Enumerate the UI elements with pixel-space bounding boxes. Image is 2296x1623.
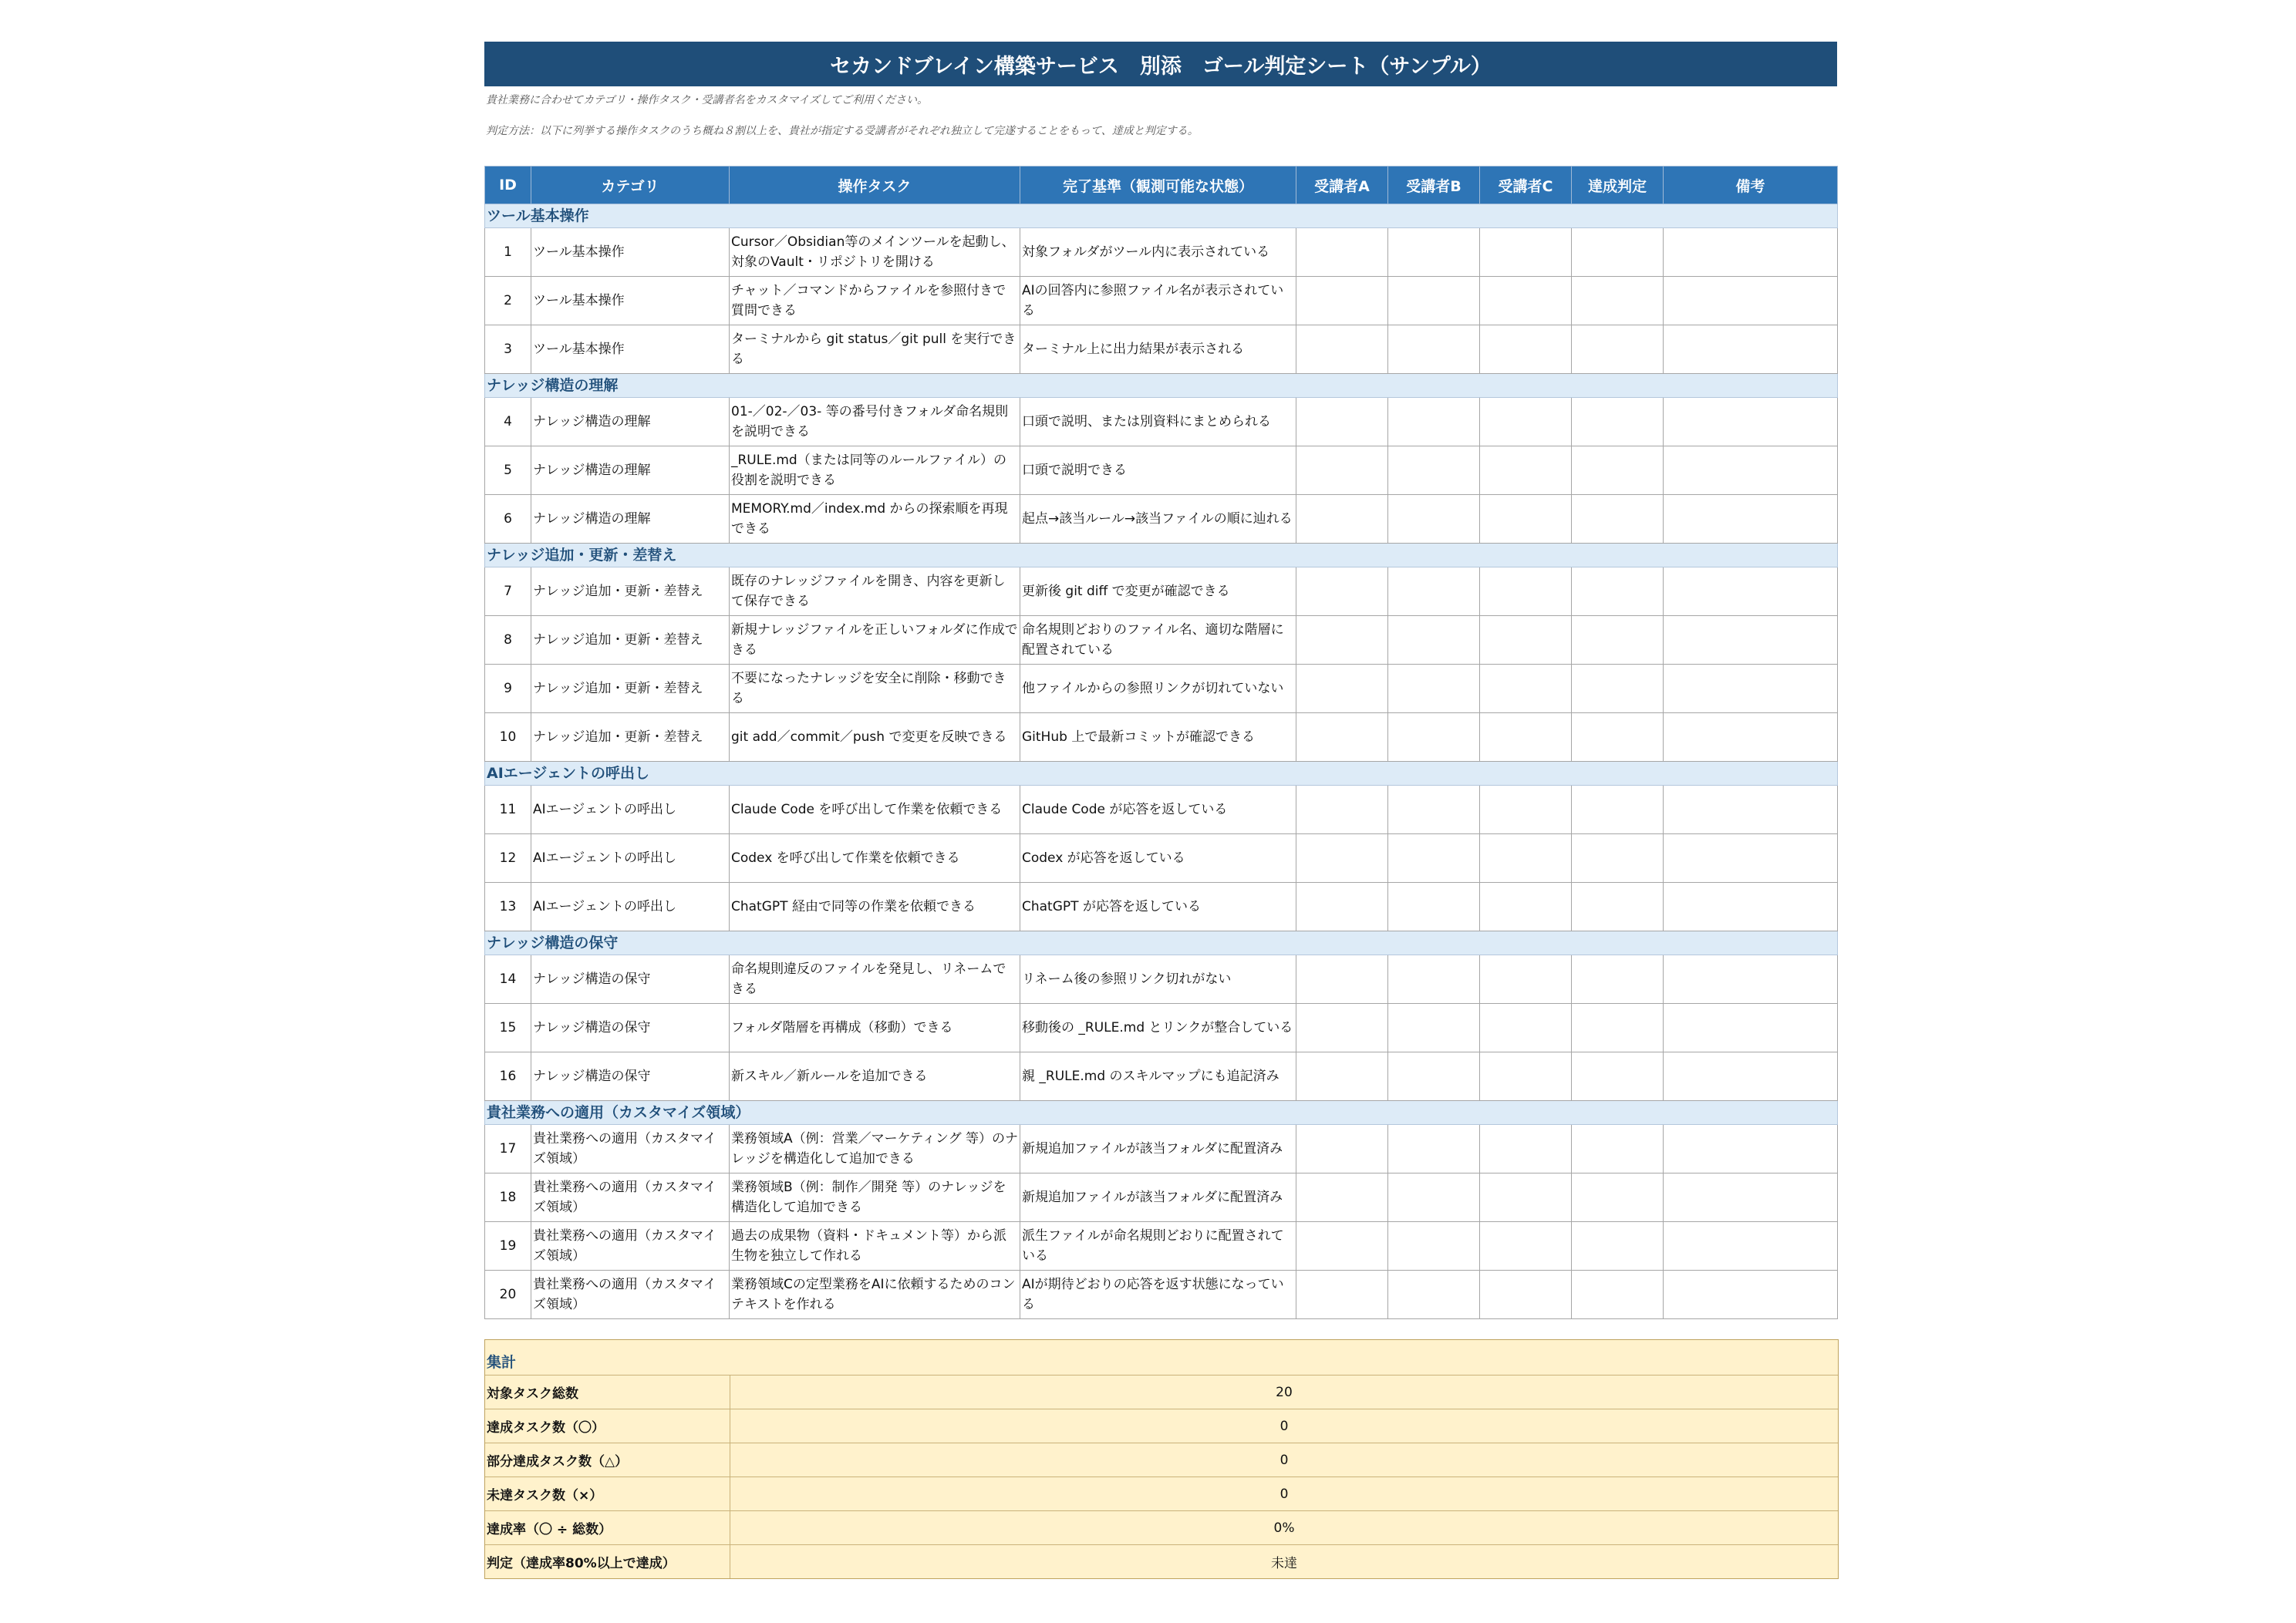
completion-criteria: 対象フォルダがツール内に表示されている [1020, 228, 1296, 277]
task-category: ナレッジ追加・更新・差替え [531, 665, 730, 713]
summary-rows [485, 1376, 1838, 1578]
table-row [485, 1125, 1838, 1173]
trainee-b-cell[interactable] [1388, 1173, 1480, 1222]
trainee-a-cell[interactable] [1296, 567, 1388, 616]
achievement-cell[interactable] [1572, 495, 1664, 544]
task-id: 10 [485, 713, 531, 762]
achievement-cell[interactable] [1572, 398, 1664, 446]
trainee-b-cell[interactable] [1388, 1004, 1480, 1052]
summary-label: 判定（達成率80%以上で達成） [485, 1545, 730, 1578]
task-category: ナレッジ構造の保守 [531, 955, 730, 1004]
summary-box [484, 1339, 1839, 1579]
summary-label: 未達タスク数（×） [485, 1477, 730, 1510]
trainee-b-cell[interactable] [1388, 883, 1480, 931]
trainee-a-cell[interactable] [1296, 277, 1388, 325]
task-description: 業務領域Cの定型業務をAIに依頼するためのコンテキストを作れる [730, 1271, 1020, 1319]
trainee-a-cell[interactable] [1296, 713, 1388, 762]
summary-label: 達成率（〇 ÷ 総数） [485, 1511, 730, 1544]
trainee-a-cell[interactable] [1296, 1271, 1388, 1319]
summary-row [485, 1511, 1838, 1545]
task-description: 01-／02-／03- 等の番号付きフォルダ命名規則を説明できる [730, 398, 1020, 446]
table-row [485, 834, 1838, 883]
achievement-cell[interactable] [1572, 713, 1664, 762]
trainee-a-cell[interactable] [1296, 834, 1388, 883]
completion-criteria: GitHub 上で最新コミットが確認できる [1020, 713, 1296, 762]
remarks-cell[interactable] [1664, 834, 1838, 883]
completion-criteria: 親 _RULE.md のスキルマップにも追記済み [1020, 1052, 1296, 1101]
trainee-b-cell[interactable] [1388, 786, 1480, 834]
section-title: ナレッジ構造の理解 [485, 374, 1838, 398]
remarks-cell[interactable] [1664, 495, 1838, 544]
table-row [485, 786, 1838, 834]
achievement-cell[interactable] [1572, 1004, 1664, 1052]
task-id: 4 [485, 398, 531, 446]
section-title: ナレッジ構造の保守 [485, 931, 1838, 955]
achievement-cell[interactable] [1572, 883, 1664, 931]
achievement-cell[interactable] [1572, 1125, 1664, 1173]
trainee-a-cell[interactable] [1296, 398, 1388, 446]
completion-criteria: 他ファイルからの参照リンクが切れていない [1020, 665, 1296, 713]
trainee-c-cell[interactable] [1480, 665, 1572, 713]
completion-criteria: Claude Code が応答を返している [1020, 786, 1296, 834]
task-description: 新規ナレッジファイルを正しいフォルダに作成できる [730, 616, 1020, 665]
task-id: 14 [485, 955, 531, 1004]
table-row [485, 567, 1838, 616]
summary-value: 0 [1279, 1486, 1289, 1502]
trainee-a-cell[interactable] [1296, 446, 1388, 495]
achievement-cell[interactable] [1572, 1222, 1664, 1271]
trainee-b-cell[interactable] [1388, 277, 1480, 325]
remarks-cell[interactable] [1664, 325, 1838, 374]
achievement-cell[interactable] [1572, 1173, 1664, 1222]
achievement-cell[interactable] [1572, 665, 1664, 713]
table-row [485, 1004, 1838, 1052]
section-title: ツール基本操作 [485, 204, 1838, 228]
header-remarks: 備考 [1664, 167, 1838, 204]
table-row [485, 665, 1838, 713]
trainee-c-cell[interactable] [1480, 713, 1572, 762]
trainee-b-cell[interactable] [1388, 495, 1480, 544]
table-row [485, 616, 1838, 665]
header-criteria: 完了基準（観測可能な状態） [1020, 167, 1296, 204]
task-description: ChatGPT 経由で同等の作業を依頼できる [730, 883, 1020, 931]
completion-criteria: AIの回答内に参照ファイル名が表示されている [1020, 277, 1296, 325]
section-row [485, 544, 1838, 567]
achievement-cell[interactable] [1572, 228, 1664, 277]
completion-criteria: 移動後の _RULE.md とリンクが整合している [1020, 1004, 1296, 1052]
table-row [485, 398, 1838, 446]
task-id: 5 [485, 446, 531, 495]
header-trainee-b: 受講者B [1388, 167, 1480, 204]
summary-row [485, 1477, 1838, 1511]
achievement-cell[interactable] [1572, 1052, 1664, 1101]
trainee-b-cell[interactable] [1388, 1271, 1480, 1319]
trainee-a-cell[interactable] [1296, 955, 1388, 1004]
remarks-cell[interactable] [1664, 955, 1838, 1004]
trainee-a-cell[interactable] [1296, 883, 1388, 931]
task-category: AIエージェントの呼出し [531, 834, 730, 883]
summary-row [485, 1376, 1838, 1409]
achievement-cell[interactable] [1572, 786, 1664, 834]
section-title: AIエージェントの呼出し [485, 762, 1838, 786]
completion-criteria: 命名規則どおりのファイル名、適切な階層に配置されている [1020, 616, 1296, 665]
task-category: ナレッジ追加・更新・差替え [531, 713, 730, 762]
trainee-a-cell[interactable] [1296, 1173, 1388, 1222]
summary-row [485, 1443, 1838, 1477]
task-id: 3 [485, 325, 531, 374]
task-id: 13 [485, 883, 531, 931]
completion-criteria: 更新後 git diff で変更が確認できる [1020, 567, 1296, 616]
goal-sheet [484, 42, 1837, 1579]
header-category: カテゴリ [531, 167, 730, 204]
remarks-cell[interactable] [1664, 446, 1838, 495]
header-trainee-a: 受講者A [1296, 167, 1388, 204]
task-description: ターミナルから git status／git pull を実行できる [730, 325, 1020, 374]
task-category: ツール基本操作 [531, 228, 730, 277]
trainee-a-cell[interactable] [1296, 495, 1388, 544]
trainee-b-cell[interactable] [1388, 567, 1480, 616]
table-row [485, 495, 1838, 544]
section-title: 貴社業務への適用（カスタマイズ領域） [485, 1101, 1838, 1125]
completion-criteria: 起点→該当ルール→該当ファイルの順に辿れる [1020, 495, 1296, 544]
task-description: 命名規則違反のファイルを発見し、リネームできる [730, 955, 1020, 1004]
section-title: ナレッジ追加・更新・差替え [485, 544, 1838, 567]
task-id: 19 [485, 1222, 531, 1271]
sheet-title: セカンドブレイン構築サービス 別添 ゴール判定シート（サンプル） [484, 42, 1837, 86]
task-category: ツール基本操作 [531, 325, 730, 374]
trainee-c-cell[interactable] [1480, 325, 1572, 374]
achievement-cell[interactable] [1572, 446, 1664, 495]
remarks-cell[interactable] [1664, 665, 1838, 713]
achievement-cell[interactable] [1572, 277, 1664, 325]
task-id: 20 [485, 1271, 531, 1319]
task-category: ツール基本操作 [531, 277, 730, 325]
task-category: AIエージェントの呼出し [531, 786, 730, 834]
task-description: Cursor／Obsidian等のメインツールを起動し、対象のVault・リポジトリを開ける [730, 228, 1020, 277]
trainee-c-cell[interactable] [1480, 1222, 1572, 1271]
trainee-c-cell[interactable] [1480, 1004, 1572, 1052]
achievement-cell[interactable] [1572, 325, 1664, 374]
task-id: 18 [485, 1173, 531, 1222]
trainee-a-cell[interactable] [1296, 1222, 1388, 1271]
task-description: チャット／コマンドからファイルを参照付きで質問できる [730, 277, 1020, 325]
completion-criteria: AIが期待どおりの応答を返す状態になっている [1020, 1271, 1296, 1319]
task-id: 17 [485, 1125, 531, 1173]
header-task: 操作タスク [730, 167, 1020, 204]
summary-value: 未達 [1271, 1556, 1297, 1571]
task-id: 16 [485, 1052, 531, 1101]
task-id: 7 [485, 567, 531, 616]
table-body [485, 204, 1838, 1319]
task-description: Codex を呼び出して作業を依頼できる [730, 834, 1020, 883]
section-row [485, 374, 1838, 398]
trainee-c-cell[interactable] [1480, 834, 1572, 883]
completion-criteria: ターミナル上に出力結果が表示される [1020, 325, 1296, 374]
task-description: 業務領域B（例：制作／開発 等）のナレッジを構造化して追加できる [730, 1173, 1020, 1222]
task-description: MEMORY.md／index.md からの探索順を再現できる [730, 495, 1020, 544]
achievement-cell[interactable] [1572, 616, 1664, 665]
task-category: ナレッジ追加・更新・差替え [531, 567, 730, 616]
summary-row [485, 1409, 1838, 1443]
completion-criteria: 新規追加ファイルが該当フォルダに配置済み [1020, 1125, 1296, 1173]
note-judgement-method: 判定方法：以下に列挙する操作タスクのうち概ね８割以上を、貴社が指定する受講者がそれぞれ独立して完遂することをもって、達成と判定する。 [486, 125, 1199, 137]
remarks-cell[interactable] [1664, 567, 1838, 616]
task-category: 貴社業務への適用（カスタマイズ領域） [531, 1222, 730, 1271]
table-header-row [485, 167, 1838, 204]
trainee-b-cell[interactable] [1388, 398, 1480, 446]
completion-criteria: Codex が応答を返している [1020, 834, 1296, 883]
task-table [484, 166, 1838, 1319]
table-row [485, 955, 1838, 1004]
section-row [485, 1101, 1838, 1125]
section-row [485, 931, 1838, 955]
remarks-cell[interactable] [1664, 277, 1838, 325]
header-achievement: 達成判定 [1572, 167, 1664, 204]
remarks-cell[interactable] [1664, 1125, 1838, 1173]
remarks-cell[interactable] [1664, 713, 1838, 762]
trainee-b-cell[interactable] [1388, 325, 1480, 374]
table-row [485, 1052, 1838, 1101]
trainee-c-cell[interactable] [1480, 1125, 1572, 1173]
trainee-c-cell[interactable] [1480, 277, 1572, 325]
trainee-c-cell[interactable] [1480, 616, 1572, 665]
trainee-b-cell[interactable] [1388, 955, 1480, 1004]
table-row [485, 325, 1838, 374]
trainee-c-cell[interactable] [1480, 567, 1572, 616]
task-category: ナレッジ構造の理解 [531, 446, 730, 495]
section-row [485, 204, 1838, 228]
task-category: AIエージェントの呼出し [531, 883, 730, 931]
remarks-cell[interactable] [1664, 883, 1838, 931]
table-row [485, 1222, 1838, 1271]
task-category: ナレッジ構造の理解 [531, 495, 730, 544]
task-description: 業務領域A（例：営業／マーケティング 等）のナレッジを構造化して追加できる [730, 1125, 1020, 1173]
trainee-c-cell[interactable] [1480, 1052, 1572, 1101]
completion-criteria: 派生ファイルが命名規則どおりに配置されている [1020, 1222, 1296, 1271]
remarks-cell[interactable] [1664, 616, 1838, 665]
trainee-a-cell[interactable] [1296, 1052, 1388, 1101]
remarks-cell[interactable] [1664, 1271, 1838, 1319]
task-id: 2 [485, 277, 531, 325]
trainee-b-cell[interactable] [1388, 228, 1480, 277]
table-row [485, 883, 1838, 931]
task-category: ナレッジ追加・更新・差替え [531, 616, 730, 665]
completion-criteria: 新規追加ファイルが該当フォルダに配置済み [1020, 1173, 1296, 1222]
task-description: _RULE.md（または同等のルールファイル）の役割を説明できる [730, 446, 1020, 495]
trainee-c-cell[interactable] [1480, 786, 1572, 834]
trainee-a-cell[interactable] [1296, 1004, 1388, 1052]
table-row [485, 1271, 1838, 1319]
completion-criteria: 口頭で説明できる [1020, 446, 1296, 495]
summary-value: 0 [1279, 1452, 1289, 1468]
trainee-c-cell[interactable] [1480, 1173, 1572, 1222]
task-id: 12 [485, 834, 531, 883]
trainee-c-cell[interactable] [1480, 955, 1572, 1004]
task-description: 不要になったナレッジを安全に削除・移動できる [730, 665, 1020, 713]
trainee-b-cell[interactable] [1388, 1125, 1480, 1173]
summary-label: 達成タスク数（〇） [485, 1409, 730, 1443]
trainee-c-cell[interactable] [1480, 883, 1572, 931]
completion-criteria: リネーム後の参照リンク切れがない [1020, 955, 1296, 1004]
task-id: 1 [485, 228, 531, 277]
remarks-cell[interactable] [1664, 1173, 1838, 1222]
summary-value: 20 [1276, 1384, 1293, 1400]
note-customize: 貴社業務に合わせてカテゴリ・操作タスク・受講者名をカスタマイズしてご利用ください。 [486, 94, 929, 106]
header-trainee-c: 受講者C [1480, 167, 1572, 204]
task-id: 9 [485, 665, 531, 713]
summary-value: 0 [1279, 1418, 1289, 1434]
task-category: ナレッジ構造の保守 [531, 1004, 730, 1052]
task-category: ナレッジ構造の理解 [531, 398, 730, 446]
table-row [485, 228, 1838, 277]
trainee-b-cell[interactable] [1388, 616, 1480, 665]
task-description: Claude Code を呼び出して作業を依頼できる [730, 786, 1020, 834]
summary-title: 集計 [485, 1340, 1838, 1376]
task-category: 貴社業務への適用（カスタマイズ領域） [531, 1271, 730, 1319]
trainee-a-cell[interactable] [1296, 786, 1388, 834]
achievement-cell[interactable] [1572, 1271, 1664, 1319]
task-description: 新スキル／新ルールを追加できる [730, 1052, 1020, 1101]
summary-label: 部分達成タスク数（△） [485, 1443, 730, 1477]
task-id: 8 [485, 616, 531, 665]
trainee-b-cell[interactable] [1388, 1052, 1480, 1101]
trainee-b-cell[interactable] [1388, 446, 1480, 495]
task-description: git add／commit／push で変更を反映できる [730, 713, 1020, 762]
achievement-cell[interactable] [1572, 955, 1664, 1004]
task-category: 貴社業務への適用（カスタマイズ領域） [531, 1173, 730, 1222]
task-description: フォルダ階層を再構成（移動）できる [730, 1004, 1020, 1052]
remarks-cell[interactable] [1664, 1004, 1838, 1052]
trainee-b-cell[interactable] [1388, 713, 1480, 762]
table-row [485, 713, 1838, 762]
table-row [485, 277, 1838, 325]
trainee-a-cell[interactable] [1296, 665, 1388, 713]
summary-label: 対象タスク総数 [485, 1376, 730, 1409]
achievement-cell[interactable] [1572, 567, 1664, 616]
remarks-cell[interactable] [1664, 228, 1838, 277]
trainee-c-cell[interactable] [1480, 495, 1572, 544]
achievement-cell[interactable] [1572, 834, 1664, 883]
header-id: ID [485, 167, 531, 204]
task-id: 11 [485, 786, 531, 834]
section-row [485, 762, 1838, 786]
trainee-c-cell[interactable] [1480, 398, 1572, 446]
summary-value: 0% [1273, 1520, 1295, 1536]
remarks-cell[interactable] [1664, 786, 1838, 834]
task-category: ナレッジ構造の保守 [531, 1052, 730, 1101]
trainee-a-cell[interactable] [1296, 228, 1388, 277]
remarks-cell[interactable] [1664, 1222, 1838, 1271]
trainee-c-cell[interactable] [1480, 1271, 1572, 1319]
remarks-cell[interactable] [1664, 398, 1838, 446]
completion-criteria: 口頭で説明、または別資料にまとめられる [1020, 398, 1296, 446]
remarks-cell[interactable] [1664, 1052, 1838, 1101]
task-id: 15 [485, 1004, 531, 1052]
completion-criteria: ChatGPT が応答を返している [1020, 883, 1296, 931]
task-description: 既存のナレッジファイルを開き、内容を更新して保存できる [730, 567, 1020, 616]
summary-row [485, 1545, 1838, 1578]
trainee-b-cell[interactable] [1388, 1222, 1480, 1271]
table-row [485, 446, 1838, 495]
task-category: 貴社業務への適用（カスタマイズ領域） [531, 1125, 730, 1173]
task-description: 過去の成果物（資料・ドキュメント等）から派生物を独立して作れる [730, 1222, 1020, 1271]
table-row [485, 1173, 1838, 1222]
trainee-c-cell[interactable] [1480, 446, 1572, 495]
trainee-b-cell[interactable] [1388, 665, 1480, 713]
trainee-a-cell[interactable] [1296, 325, 1388, 374]
trainee-a-cell[interactable] [1296, 616, 1388, 665]
trainee-c-cell[interactable] [1480, 228, 1572, 277]
task-id: 6 [485, 495, 531, 544]
trainee-b-cell[interactable] [1388, 834, 1480, 883]
trainee-a-cell[interactable] [1296, 1125, 1388, 1173]
